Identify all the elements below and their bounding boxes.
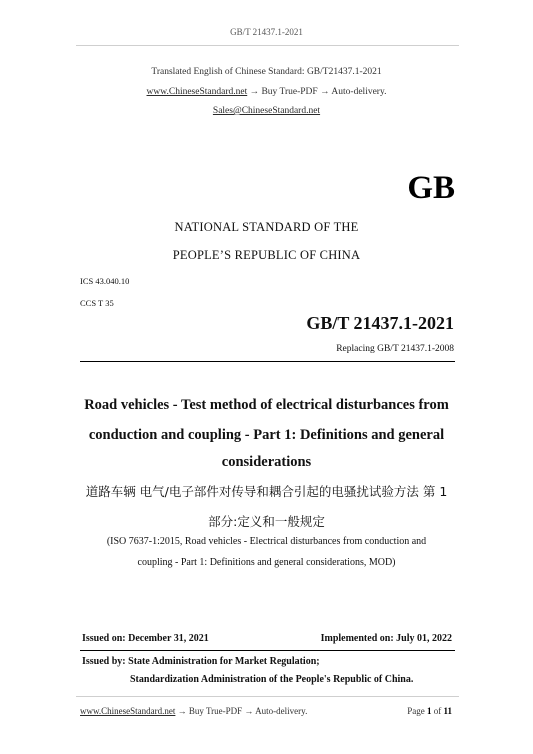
replacing-note: Replacing GB/T 21437.1-2008 [336,344,454,354]
footer-purchase-text: → Buy True-PDF → Auto-delivery. [175,706,308,716]
iso-reference-line2: coupling - Part 1: Definitions and general considerations, MOD) [137,557,396,568]
site-link[interactable]: www.ChineseStandard.net [146,87,248,97]
issued-date: Issued on: December 31, 2021 [82,633,209,644]
page-number: 1 [426,706,432,716]
footer-links [80,706,307,716]
footer-divider [76,696,459,697]
title-en-line1: Road vehicles - Test method of electrical disturbances from [84,397,449,413]
org-name-line1: NATIONAL STANDARD OF THE [174,220,359,234]
ccs-code: CCS T 35 [80,298,114,308]
title-cn-line1: 道路车辆 电气/电子部件对传导和耦合引起的电骚扰试验方法 第 1 [85,484,448,499]
purchase-text: → Buy True-PDF → Auto-delivery. [249,87,387,97]
dates-divider [80,650,455,651]
issued-by-line2: Standardization Administration of the People's Republic of China. [130,674,414,685]
gb-logo: GB [407,170,455,206]
org-name-line2: PEOPLE’S REPUBLIC OF CHINA [172,248,361,262]
page-indicator [360,706,452,716]
footer-site-link[interactable]: www.ChineseStandard.net [80,706,176,716]
standard-code: GB/T 21437.1-2021 [306,313,454,333]
page-label: Page [407,706,425,716]
email-link[interactable]: Sales@ChineseStandard.net [212,106,321,116]
title-divider [80,361,455,362]
running-header: GB/T 21437.1-2021 [230,27,303,37]
ics-code: ICS 43.040.10 [80,276,130,286]
title-cn-line2: 部分:定义和一般规定 [208,514,325,529]
implemented-date: Implemented on: July 01, 2022 [320,633,452,644]
purchase-line [0,87,533,97]
translation-notice: Translated English of Chinese Standard: GB/T21437.1-2021 [151,67,382,77]
page-total: 11 [443,706,452,716]
page-of: of [433,706,442,716]
title-en-line3: considerations [221,454,312,470]
iso-reference-line1: (ISO 7637-1:2015, Road vehicles - Electrical disturbances from conduction and [106,536,427,547]
title-en-line2: conduction and coupling - Part 1: Definitions and general [88,427,445,443]
issued-by-line1: Issued by: State Administration for Market Regulation; [82,656,320,667]
header-divider [76,45,459,46]
email-line [0,106,533,116]
